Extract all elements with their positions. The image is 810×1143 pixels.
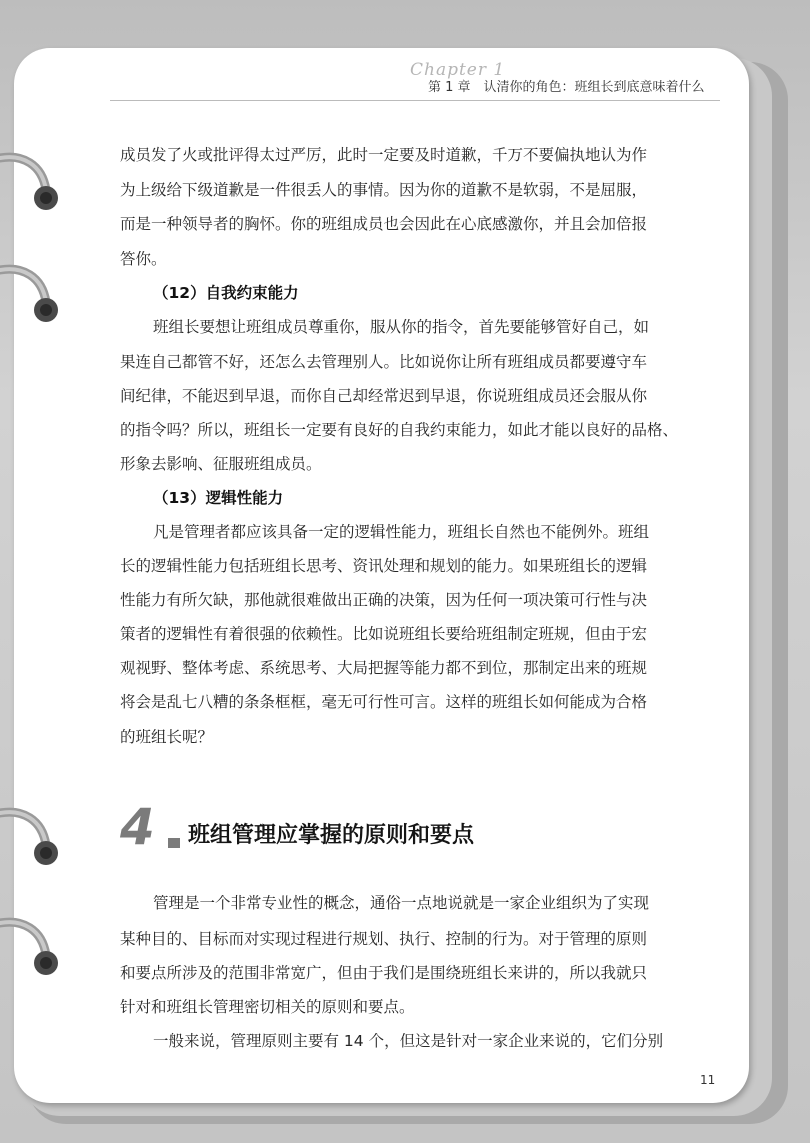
- text-line: 间纪律，不能迟到早退，而你自己却经常迟到早退，你说班组成员还会服从你: [120, 387, 648, 405]
- text-line: 一般来说，管理原则主要有 14 个，但这是针对一家企业来说的，它们分别: [153, 1032, 664, 1050]
- binder-ring-icon: [0, 262, 70, 322]
- binder-ring-icon: [0, 150, 70, 210]
- text-line: 将会是乱七八糟的条条框框，毫无可行性可言。这样的班组长如何能成为合格: [120, 693, 648, 711]
- subheading: （12）自我约束能力: [153, 284, 299, 302]
- text-line: 长的逻辑性能力包括班组长思考、资讯处理和规划的能力。如果班组长的逻辑: [120, 557, 648, 575]
- section-number: 4: [120, 798, 155, 856]
- text-line: 班组长要想让班组成员尊重你，服从你的指令，首先要能够管好自己，如: [153, 318, 650, 336]
- text-line: 为上级给下级道歉是一件很丢人的事情。因为你的道歉不是软弱，不是屈服，: [120, 181, 648, 199]
- text-line: 策者的逻辑性有着很强的依赖性。比如说班组长要给班组制定班规，但由于宏: [120, 625, 648, 643]
- section-title: 班组管理应掌握的原则和要点: [188, 823, 475, 848]
- text-line: 某种目的、目标而对实现过程进行规划、执行、控制的行为。对于管理的原则: [120, 930, 648, 948]
- binder-ring-icon: [0, 915, 70, 975]
- chapter-script-label: Chapter 1: [410, 60, 506, 80]
- text-line: 形象去影响、征服班组成员。: [120, 455, 322, 473]
- text-line: 答你。: [120, 250, 167, 268]
- page-number: 11: [700, 1073, 716, 1087]
- text-line: 果连自己都管不好，还怎么去管理别人。比如说你让所有班组成员都要遵守车: [120, 353, 648, 371]
- text-line: 而是一种领导者的胸怀。你的班组成员也会因此在心底感激你，并且会加倍报: [120, 215, 648, 233]
- text-line: 观视野、整体考虑、系统思考、大局把握等能力都不到位，那制定出来的班规: [120, 659, 648, 677]
- text-line: 针对和班组长管理密切相关的原则和要点。: [120, 998, 415, 1016]
- text-line: 的班组长呢？: [120, 728, 214, 746]
- text-line: 和要点所涉及的范围非常宽广，但由于我们是围绕班组长来讲的，所以我就只: [120, 964, 648, 982]
- binder-ring-icon: [0, 805, 70, 865]
- text-line: 的指令吗？所以，班组长一定要有良好的自我约束能力，如此才能以良好的品格、: [120, 421, 679, 439]
- text-line: 成员发了火或批评得太过严厉，此时一定要及时道歉，千万不要偏执地认为作: [120, 146, 648, 164]
- subheading: （13）逻辑性能力: [153, 489, 284, 507]
- chapter-title: 第 1 章 认清你的角色：班组长到底意味着什么: [428, 80, 705, 95]
- header-divider: [110, 100, 720, 101]
- text-line: 凡是管理者都应该具备一定的逻辑性能力，班组长自然也不能例外。班组: [153, 523, 650, 541]
- text-line: 性能力有所欠缺，那他就很难做出正确的决策，因为任何一项决策可行性与决: [120, 591, 648, 609]
- section-number-dot: [168, 838, 180, 848]
- text-line: 管理是一个非常专业性的概念，通俗一点地说就是一家企业组织为了实现: [153, 894, 650, 912]
